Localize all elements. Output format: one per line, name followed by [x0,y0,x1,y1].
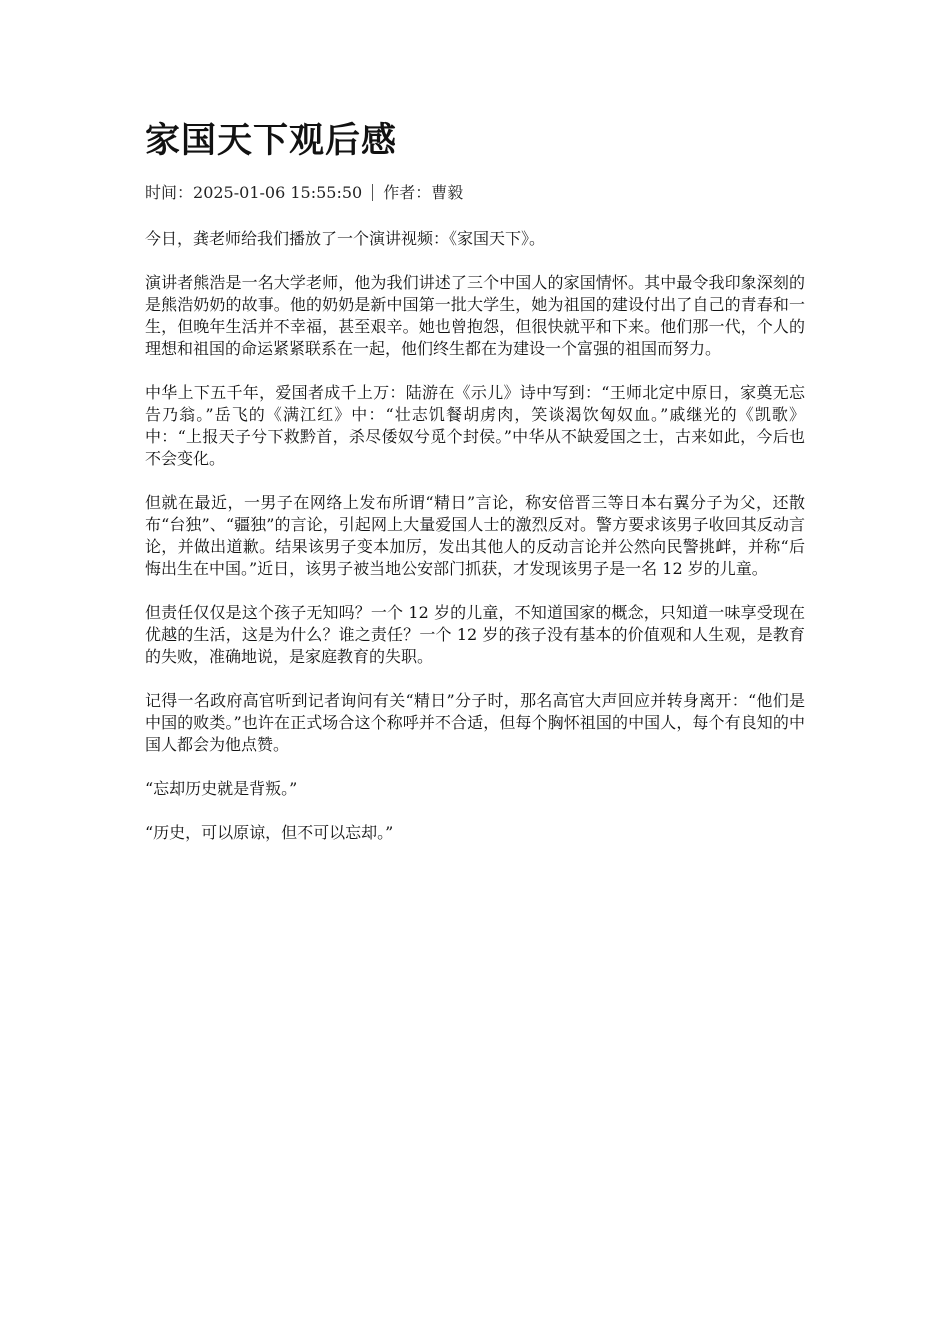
article-title: 家国天下观后感 [145,121,398,161]
paragraph: 中华上下五千年，爱国者成千上万：陆游在《示儿》诗中写到：“王师北定中原日，家奠无忘告乃翁。”岳飞的《满江红》中：“壮志饥餐胡虏肉，笑谈渴饮匈奴血。”戚继光的《凯歌》中：“上报天子兮下救黔首，杀尽倭奴兮觅个封侯。”中华从不缺爱国之士，古来如此，今后也不会变化。 [145,383,805,468]
quote-paragraph: “忘却历史就是背叛。” [145,779,298,798]
paragraph: 但就在最近，一男子在网络上发布所谓“精日”言论，称安倍晋三等日本右翼分子为父，还散布“台独”、“疆独”的言论，引起网上大量爱国人士的激烈反对。警方要求该男子收回其反动言论，并做出道歉。结果该男子变本加厉，发出其他人的反动言论并公然向民警挑衅，并称“后悔出生在中国。”近日，该男子被当地公安部门抓获，才发现该男子是一名 12 岁的儿童。 [145,493,805,578]
article-meta [145,182,805,204]
article [145,118,805,866]
time-label: 时间： [145,183,194,202]
author-label: 作者： [383,183,432,202]
paragraph: 但责任仅仅是这个孩子无知吗？一个 12 岁的儿童，不知道国家的概念，只知道一味享受现在优越的生活，这是为什么？谁之责任？一个 12 岁的孩子没有基本的价值观和人生观，是教育的失败，准确地说，是家庭教育的失职。 [145,603,805,666]
paragraph: 演讲者熊浩是一名大学老师，他为我们讲述了三个中国人的家国情怀。其中最令我印象深刻的是熊浩奶奶的故事。他的奶奶是新中国第一批大学生，她为祖国的建设付出了自己的青春和一生，但晚年生活并不幸福，甚至艰辛。她也曾抱怨，但很快就平和下来。他们那一代，个人的理想和祖国的命运紧紧联系在一起，他们终生都在为建设一个富强的祖国而努力。 [145,273,805,358]
author-value: 曹毅 [431,183,464,202]
paragraph: 记得一名政府高官听到记者询问有关“精日”分子时，那名高官大声回应并转身离开：“他们是中国的败类。”也许在正式场合这个称呼并不合适，但每个胸怀祖国的中国人，每个有良知的中国人都会为他点赞。 [145,691,805,754]
quote-paragraph: “历史，可以原谅，但不可以忘却。” [145,823,394,842]
paragraph: 今日，龚老师给我们播放了一个演讲视频：《家国天下》。 [145,229,546,248]
article-body [145,228,805,844]
meta-divider [372,184,373,201]
time-value: 2025-01-06 15:55:50 [193,183,363,202]
